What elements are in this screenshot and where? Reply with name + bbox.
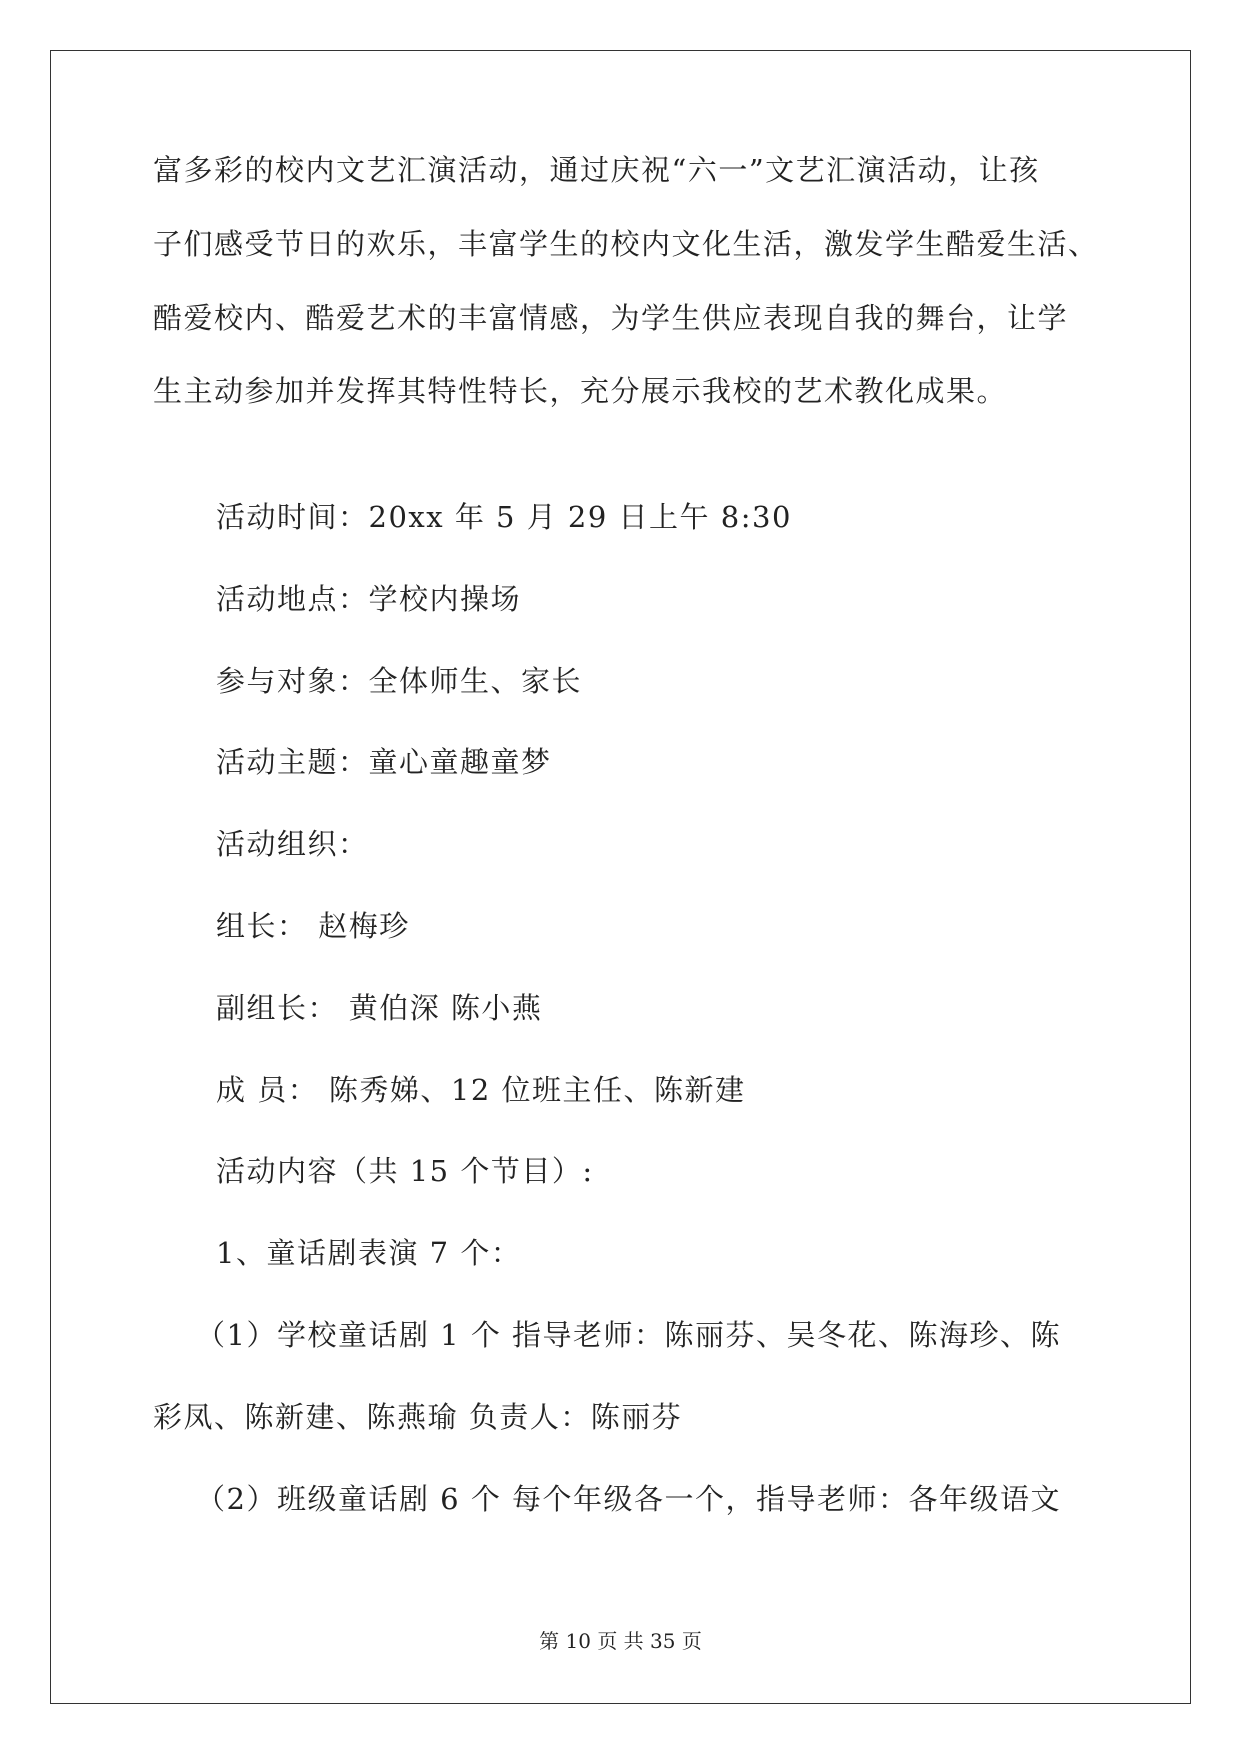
intro-line-4: 生主动参加并发挥其特性特长，充分展示我校的艺术教化成果。 (153, 374, 1008, 408)
item-1-heading: 1、童话剧表演 7 个： (216, 1236, 522, 1270)
page-indicator: 第 10 页 共 35 页 (539, 1629, 702, 1653)
activity-time: 活动时间：20xx 年 5 月 29 日上午 8:30 (216, 500, 792, 534)
item-1-1-line-2: 彩凤、陈新建、陈燕瑜 负责人：陈丽芬 (153, 1400, 683, 1434)
intro-line-3: 酷爱校内、酷爱艺术的丰富情感，为学生供应表现自我的舞台，让学 (153, 301, 1069, 335)
item-1-2-line-1: （2）班级童话剧 6 个 每个年级各一个，指导老师：各年级语文 (196, 1482, 1062, 1516)
content-heading: 活动内容（共 15 个节目）: (216, 1154, 594, 1188)
activity-location: 活动地点：学校内操场 (216, 582, 522, 616)
intro-line-2: 子们感受节日的欢乐，丰富学生的校内文化生活，激发学生酷爱生活、 (153, 227, 1099, 261)
deputy-leader: 副组长： 黄伯深 陈小燕 (216, 991, 543, 1025)
activity-theme: 活动主题：童心童趣童梦 (216, 745, 552, 779)
activity-participants: 参与对象：全体师生、家长 (216, 664, 583, 698)
activity-organization: 活动组织： (216, 827, 369, 861)
item-1-1-line-1: （1）学校童话剧 1 个 指导老师：陈丽芬、吴冬花、陈海珍、陈 (196, 1318, 1062, 1352)
group-leader: 组长： 赵梅珍 (216, 909, 410, 943)
group-members: 成 员： 陈秀娣、12 位班主任、陈新建 (216, 1073, 746, 1107)
intro-line-1: 富多彩的校内文艺汇演活动，通过庆祝“六一”文艺汇演活动，让孩 (153, 153, 1040, 187)
